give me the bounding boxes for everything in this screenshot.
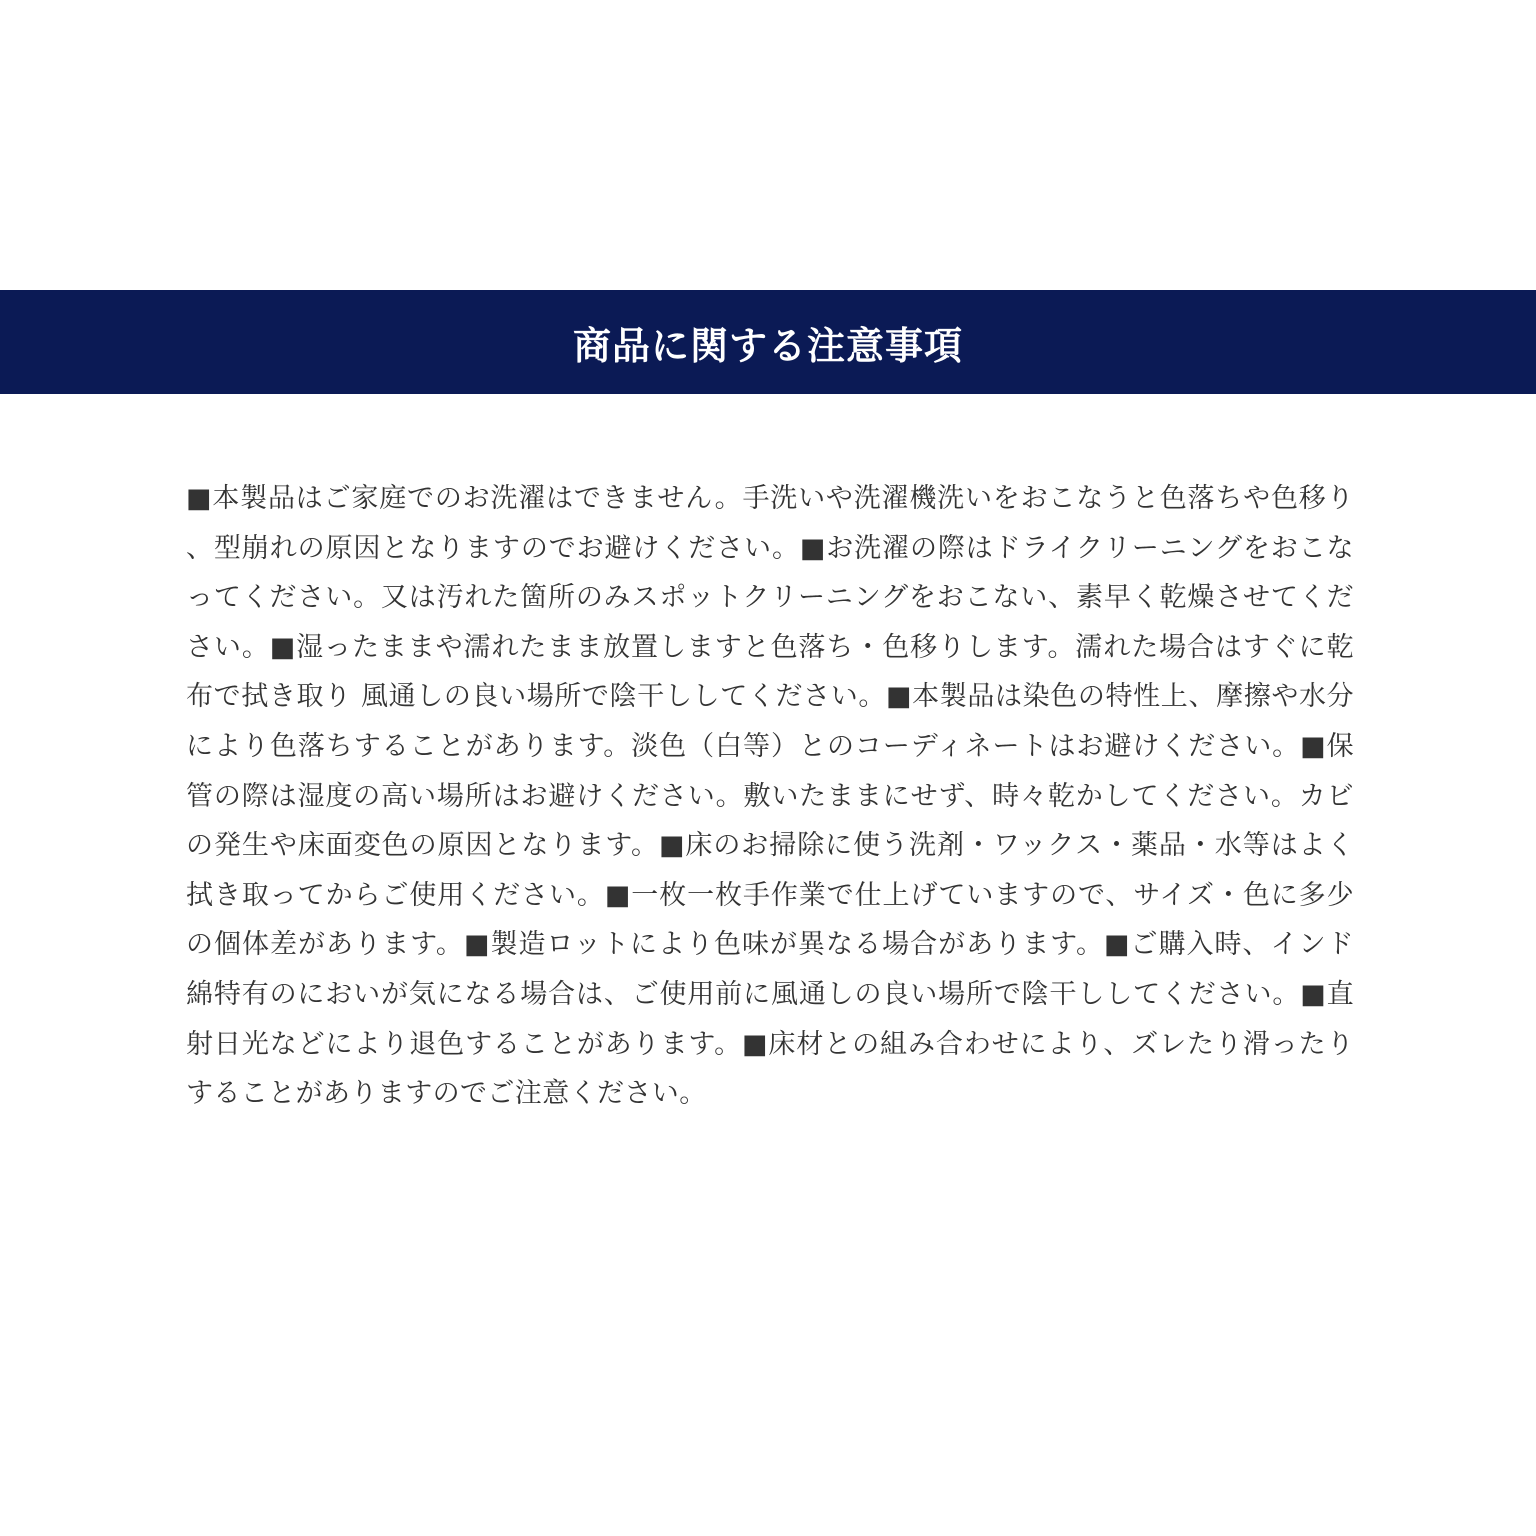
notice-section	[186, 474, 1354, 1119]
notice-text: ■本製品はご家庭でのお洗濯はできません。手洗いや洗濯機洗いをおこなうと色落ちや色移り、型崩れの原因となりますのでお避けください。■お洗濯の際はドライクリーニングをおこなってください。又は汚れた箇所のみスポットクリーニングをおこない、素早く乾燥させてください。■湿ったままや濡れたまま放置しますと色落ち・色移りします。濡れた場合はすぐに乾布で拭き取り 風通しの良い場所で陰干ししてください。■本製品は染色の特性上、摩擦や水分により色落ちすることがあります。淡色（白等）とのコーディネートはお避けください。■保管の際は湿度の高い場所はお避けください。敷いたままにせず、時々乾かしてください。カビの発生や床面変色の原因となります。■床のお掃除に使う洗剤・ワックス・薬品・水等はよく拭き取ってからご使用ください。■一枚一枚手作業で仕上げていますので、サイズ・色に多少の個体差があります。■製造ロットにより色味が異なる場合があります。■ご購入時、インド綿特有のにおいが気になる場合は、ご使用前に風通しの良い場所で陰干ししてください。■直射日光などにより退色することがあります。■床材との組み合わせにより、ズレたり滑ったりすることがありますのでご注意ください。	[186, 483, 1354, 1110]
banner-title: 商品に関する注意事項	[572, 323, 963, 368]
header-banner	[0, 290, 1536, 394]
